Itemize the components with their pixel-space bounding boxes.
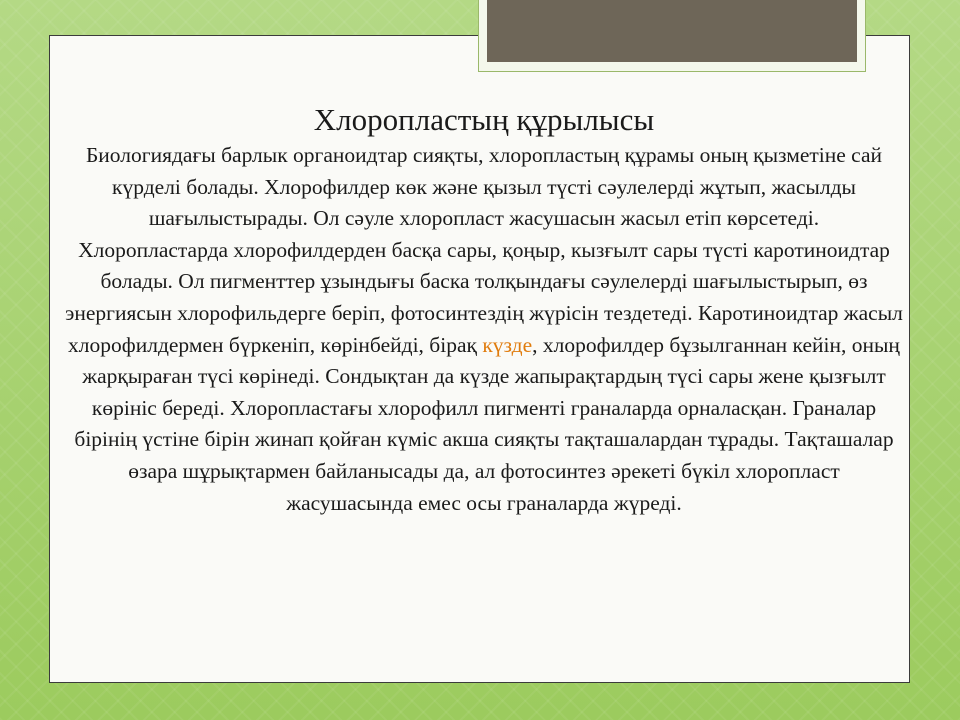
slide-text-block: [64, 100, 904, 519]
title-tab: [487, 0, 857, 62]
body-paragraph-2: [64, 235, 904, 519]
highlighted-word: күзде: [482, 332, 533, 357]
paragraph-2-text-before: Хлоропластарда хлорофилдерден басқа сары, қоңыр, кызғылт сары түсті каротиноидтар болады. Ол пигменттер ұзындығы баска толқындағы сәулелерді шағылыстырып, өз энергиясын хлорофильдерге беріп, фотосинтездің жүрісін тездетеді. Каротиноидтар жасыл хлорофилдермен бүркеніп, көрінбейді, бірақ: [65, 237, 903, 357]
slide-title: Хлоропластың құрылысы: [313, 102, 655, 137]
paragraph-2-text-after: , хлорофилдер бұзылганнан кейін, оның жарқыраған түсі көрінеді. Сондықтан да күзде жапырақтардың түсі сары жене қызғылт көрініс береді. Хлоропластағы хлорофилл пигменті граналарда орналасқан. Граналар бірінің үстіне бірін жинап қойған күміс акша сияқты тақташалардан тұрады. Тақташалар өзара шұрықтармен байланысады да, ал фотосинтез әрекеті бүкіл хлоропласт жасушасында емес осы граналарда жүреді.: [74, 332, 900, 515]
body-paragraph-1: Биологиядағы барлык органоидтар сияқты, хлоропластың құрамы оның қызметіне сай күрделі болады. Хлорофилдер көк және қызыл түсті сәулелерді жұтып, жасылды шағылыстырады. Ол сәуле хлоропласт жасушасын жасыл етіп көрсетеді.: [85, 143, 883, 231]
